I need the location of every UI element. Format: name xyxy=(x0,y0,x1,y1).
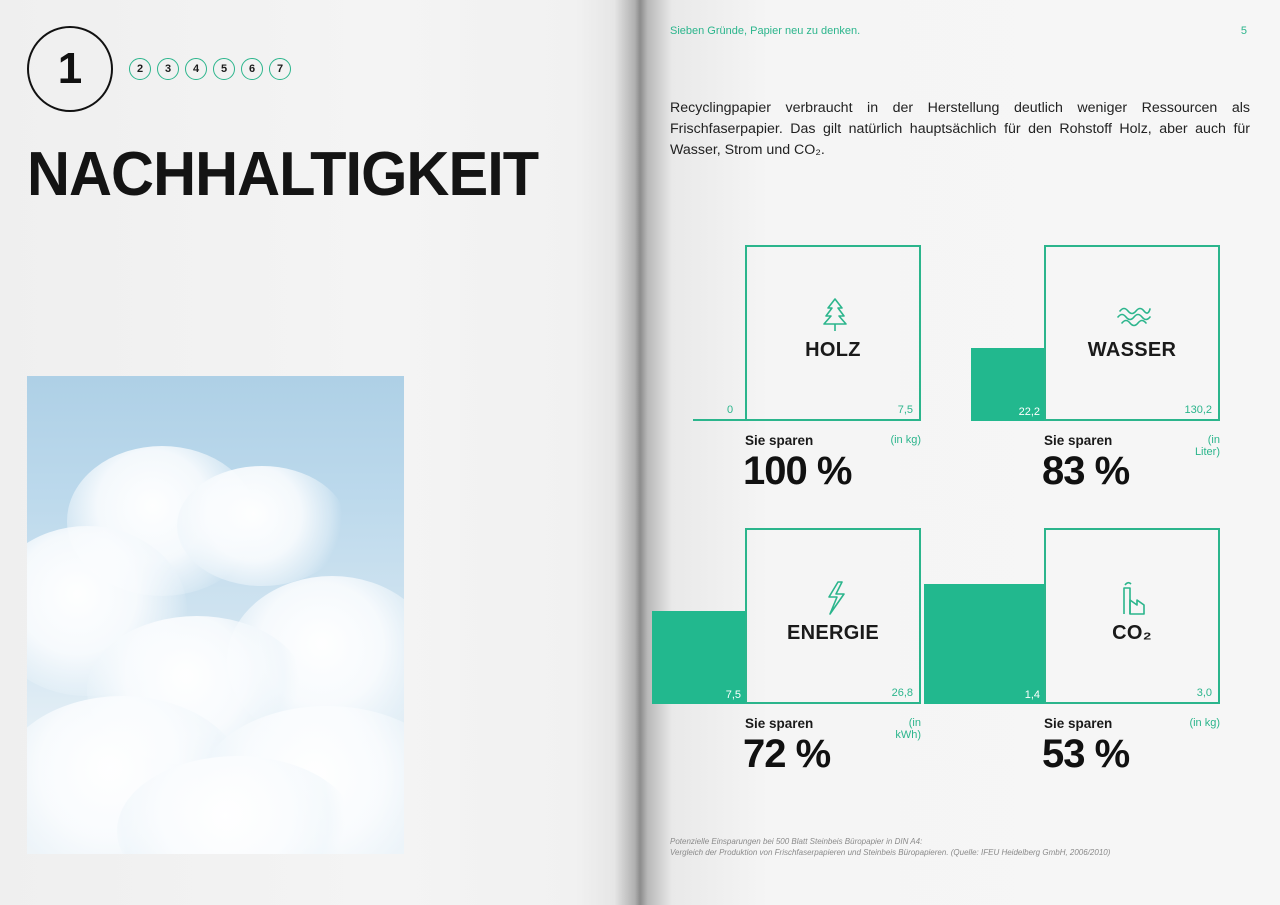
page-number: 5 xyxy=(1240,25,1247,37)
stat-max-label: 26,8 xyxy=(891,687,913,699)
stat-bar-value: 7,5 xyxy=(725,688,741,701)
stat-box xyxy=(745,245,921,421)
stat-co2 xyxy=(992,528,1264,776)
stat-title: CO₂ xyxy=(1112,622,1152,644)
chapter-nav-3[interactable]: 3 xyxy=(157,58,179,80)
chapter-headline: NACHHALTIGKEIT xyxy=(27,140,539,209)
right-page xyxy=(640,0,1280,905)
factory-icon xyxy=(1114,580,1154,616)
stat-holz xyxy=(693,245,965,493)
save-unit: (in kg) xyxy=(1189,717,1220,729)
stat-bar-value: 22,2 xyxy=(1018,405,1040,418)
chapter-nav-2[interactable]: 2 xyxy=(129,58,151,80)
stat-title: HOLZ xyxy=(805,339,861,361)
save-percentage: 72 % xyxy=(743,732,831,776)
save-percentage: 83 % xyxy=(1042,449,1130,493)
left-page xyxy=(0,0,632,905)
lightning-icon xyxy=(815,580,855,616)
chapter-number-badge: 1 xyxy=(27,26,113,112)
stat-bar-recycling xyxy=(971,348,1044,421)
save-percentage: 53 % xyxy=(1042,732,1130,776)
chapter-nav-5[interactable]: 5 xyxy=(213,58,235,80)
save-unit: (in kWh) xyxy=(895,717,921,741)
stat-title: ENERGIE xyxy=(786,622,880,644)
running-head: Sieben Gründe, Papier neu zu denken. xyxy=(670,25,861,37)
sky-clouds-photo xyxy=(27,376,404,854)
water-waves-icon xyxy=(1114,297,1154,333)
save-unit: (in kg) xyxy=(890,434,921,446)
stat-title: WASSER xyxy=(1087,339,1177,361)
stat-max-label: 7,5 xyxy=(897,404,913,416)
chapter-nav-7[interactable]: 7 xyxy=(269,58,291,80)
tree-icon xyxy=(815,297,855,333)
save-label: Sie sparen xyxy=(1044,433,1113,448)
save-label: Sie sparen xyxy=(745,716,814,731)
stat-box xyxy=(1044,528,1220,704)
stat-baseline xyxy=(693,419,745,421)
chapter-nav-4[interactable]: 4 xyxy=(185,58,207,80)
footnote xyxy=(670,836,1110,858)
save-percentage: 100 % xyxy=(743,449,852,493)
save-label: Sie sparen xyxy=(745,433,814,448)
stat-bar-value: 1,4 xyxy=(1024,688,1040,701)
stat-box xyxy=(1044,245,1220,421)
save-unit: (in Liter) xyxy=(1194,434,1220,458)
stat-bar-recycling xyxy=(924,584,1044,704)
intro-paragraph: Recyclingpapier verbraucht in der Herstellung deutlich weniger Ressourcen als Frischfaserpapier. Das gilt natürlich hauptsächlich für den Rohstoff Holz, aber auch für Wasser, Strom und CO₂. xyxy=(670,100,1250,158)
chapter-nav-6[interactable]: 6 xyxy=(241,58,263,80)
stat-bar-recycling xyxy=(652,611,745,704)
save-label: Sie sparen xyxy=(1044,716,1113,731)
stat-max-label: 3,0 xyxy=(1196,687,1212,699)
footnote-line-2: Vergleich der Produktion von Frischfaserpapieren und Steinbeis Büropapieren. (Quelle: IFEU Heidelberg GmbH, 2006/2010) xyxy=(670,848,1111,857)
footnote-line-1: Potenzielle Einsparungen bei 500 Blatt Steinbeis Büropapier in DIN A4: xyxy=(670,837,923,846)
stat-min-label: 0 xyxy=(727,404,734,416)
stat-max-label: 130,2 xyxy=(1184,404,1212,416)
chapter-navigation xyxy=(129,58,291,80)
stat-box xyxy=(745,528,921,704)
stat-wasser xyxy=(992,245,1264,493)
